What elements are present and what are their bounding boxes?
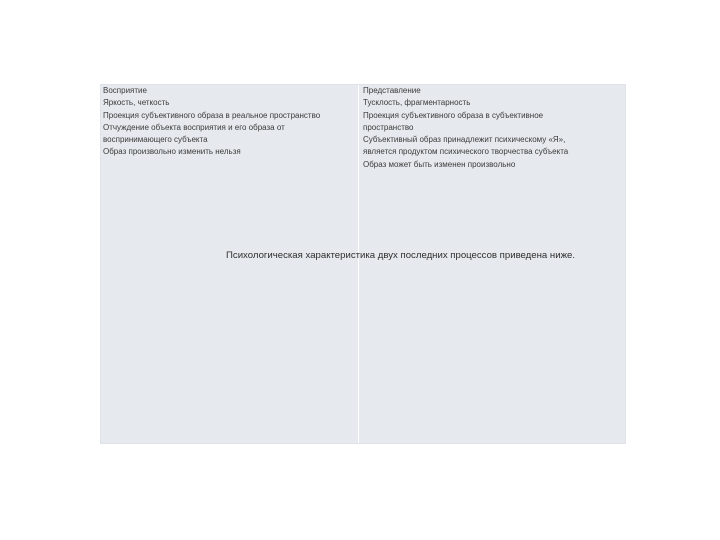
perception-line: Образ произвольно изменить нельзя — [103, 147, 241, 157]
representation-line: пространство — [363, 122, 414, 132]
column-divider — [358, 85, 359, 443]
representation-line: Субъективный образ принадлежит психическому «Я», — [363, 135, 566, 145]
comparison-table — [100, 84, 626, 444]
perception-heading: Восприятие — [103, 86, 147, 95]
perception-line: Проекция субъективного образа в реальное пространство — [103, 110, 321, 120]
slide-caption: Психологическая характеристика двух последних процессов приведена ниже. — [226, 250, 575, 261]
perception-line: Яркость, четкость — [103, 98, 170, 108]
representation-line: Проекция субъективного образа в субъективное — [363, 110, 544, 120]
representation-line: является продуктом психического творчества субъекта — [363, 147, 569, 157]
perception-column — [103, 85, 357, 159]
perception-line: Отчуждение объекта восприятия и его образа от — [103, 122, 285, 132]
representation-line: Образ может быть изменен произвольно — [363, 159, 516, 169]
representation-heading: Представление — [363, 86, 421, 95]
representation-column — [363, 85, 625, 171]
perception-line: воспринимающего субъекта — [103, 135, 208, 145]
representation-line: Тусклость, фрагментарность — [363, 98, 471, 108]
